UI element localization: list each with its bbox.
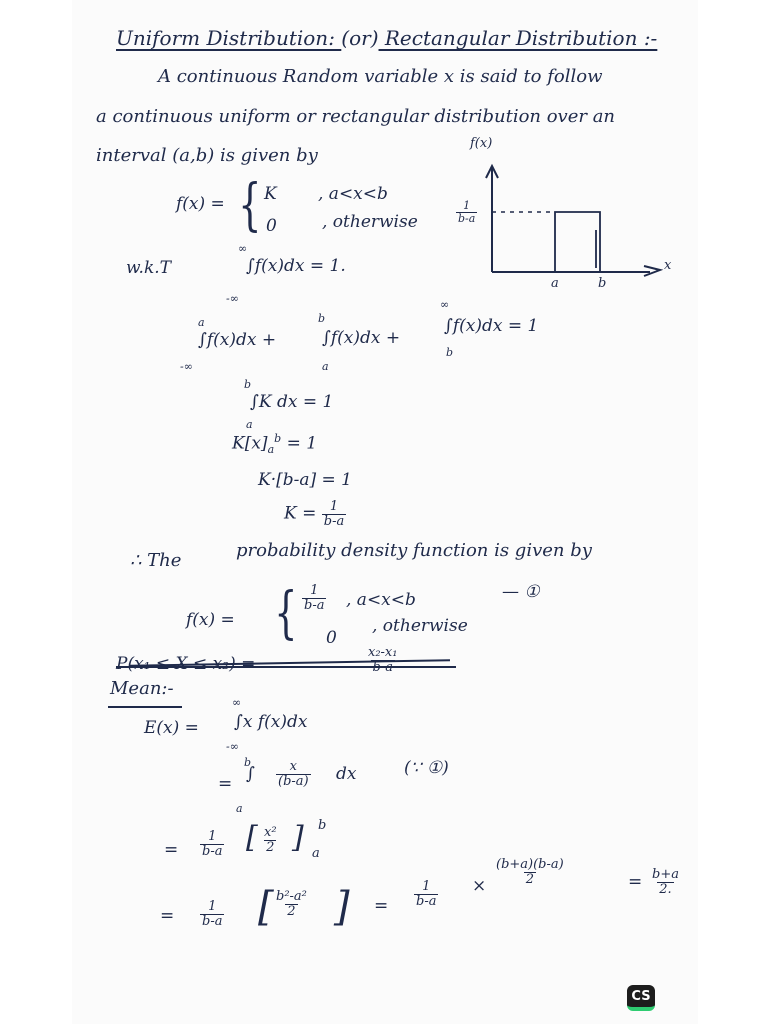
mean-l4-fraction-3: $\frac{(b+a)(b-a)}{2}$ xyxy=(496,857,564,887)
pdf-def-lhs: f(x) = xyxy=(176,194,225,214)
split-i3-upper: ∞ xyxy=(440,298,450,311)
step1-lower: a xyxy=(246,418,253,431)
page-title: Uniform Distribution: (or) Rectangular Distribution :- xyxy=(116,26,658,50)
mean-l3-fraction: $\frac{1}{b-a}$ xyxy=(202,829,223,859)
split-i2-lower: a xyxy=(322,360,329,373)
graph-y-label: f(x) xyxy=(470,136,493,151)
mean-l2-upper: b xyxy=(244,756,252,769)
mean-result-fraction: $\frac{b+a}{2.}$ xyxy=(652,867,679,897)
mean-l2-lower: a xyxy=(236,802,243,815)
step4-expr: K = $\frac{1}{b-a}$ xyxy=(284,499,345,529)
pdf-final-equation-tag: — ① xyxy=(502,582,540,602)
mean-l2-reference: (∵ ①) xyxy=(404,758,449,778)
pdf-def-case1-value: K xyxy=(264,184,277,204)
graph-a-label: a xyxy=(551,276,559,291)
mean-heading-underline xyxy=(108,706,182,708)
pdf-final-case2-value: 0 xyxy=(326,628,337,648)
pdf-def-case2-condition: , otherwise xyxy=(322,212,418,232)
struck-probability-fraction: $\frac{\text{x₂-x₁}}{b-a}$ xyxy=(368,645,398,675)
mean-l4-equals-3: = xyxy=(628,872,643,892)
mean-l3-inner-fraction: $\frac{\text{x²}}{2}$ xyxy=(264,825,277,855)
mean-l3-lower: a xyxy=(312,846,320,861)
mean-l2-fraction: $\frac{x}{(b-a)}$ xyxy=(278,759,309,789)
pdf-final-case1-value: $\frac{1}{b-a}$ xyxy=(304,583,325,613)
struck-probability-expr: P(x₁ ≤ X ≤ x₂) = xyxy=(116,654,256,674)
split-i1-lower: -∞ xyxy=(180,360,193,373)
pdf-def-case1-condition: , a<x<b xyxy=(318,184,388,204)
intro-line-1: A continuous Random variable x is said to follow xyxy=(158,66,603,87)
graph-height-label: $\frac{1}{b-a}$ xyxy=(458,199,476,225)
mean-l3-equals: = xyxy=(164,840,179,860)
mean-ex-expr: ∫x f(x)dx xyxy=(234,712,308,732)
split-i1-expr: ∫f(x)dx + xyxy=(198,330,277,350)
mean-l3-upper: b xyxy=(318,818,327,833)
mean-l4-times: × xyxy=(472,876,487,896)
step1-expr: ∫K dx = 1 xyxy=(250,392,334,412)
pdf-final-lhs: f(x) = xyxy=(186,610,235,630)
graph-x-label: x xyxy=(664,258,672,273)
step1-upper: b xyxy=(244,378,252,391)
mean-l4-fraction-2: $\frac{1}{b-a}$ xyxy=(416,879,437,909)
split-i1-upper: a xyxy=(198,316,205,329)
wkt-label: w.k.T xyxy=(126,258,171,278)
wkt-lower-limit: -∞ xyxy=(226,292,239,305)
mean-l4-bracket-open: [ xyxy=(258,884,274,930)
mean-l4-fraction: $\frac{1}{b-a}$ xyxy=(202,899,223,929)
mean-ex-lhs: E(x) = xyxy=(144,718,199,738)
mean-ex-lower: -∞ xyxy=(226,740,239,753)
mean-l2-integral: ∫ xyxy=(246,764,255,784)
pdf-final-case2-condition: , otherwise xyxy=(372,616,468,636)
wkt-upper-limit: ∞ xyxy=(238,242,248,255)
mean-l2-equals: = xyxy=(218,774,233,794)
split-i2-upper: b xyxy=(318,312,326,325)
mean-heading: Mean:- xyxy=(110,678,174,699)
split-i3-expr: ∫f(x)dx = 1 xyxy=(444,316,539,336)
therefore-text: probability density function is given by xyxy=(236,540,592,561)
mean-l4-equals-2: = xyxy=(374,896,389,916)
graph-b-label: b xyxy=(598,276,607,291)
intro-line-3: interval (a,b) is given by xyxy=(96,145,318,166)
split-i2-expr: ∫f(x)dx + xyxy=(322,328,401,348)
step3-expr: K·[b-a] = 1 xyxy=(258,470,352,490)
split-i3-lower: b xyxy=(446,346,454,359)
mean-l3-bracket-open: [ xyxy=(246,820,258,855)
wkt-expression: ∫f(x)dx = 1. xyxy=(246,256,346,276)
strike-through-line xyxy=(116,666,456,668)
mean-l4-inner-fraction: $\frac{\text{b²-a²}}{2}$ xyxy=(276,889,307,919)
title-or: (or) xyxy=(341,26,379,50)
therefore-prefix: ∴ The xyxy=(130,550,182,571)
mean-l2-dx: dx xyxy=(336,764,357,784)
pdf-final-case1-condition: , a<x<b xyxy=(346,590,416,610)
step2-expr: $K[x]_a^b = 1$ xyxy=(232,432,318,457)
pdf-def-case2-value: 0 xyxy=(266,216,277,236)
camscanner-logo: CS xyxy=(627,985,655,1011)
mean-ex-upper: ∞ xyxy=(232,696,242,709)
mean-l4-bracket-close: ] xyxy=(334,884,350,930)
pdf-def-brace: { xyxy=(238,173,262,238)
pdf-final-brace: { xyxy=(274,581,298,646)
mean-l3-bracket-close: ] xyxy=(292,820,304,855)
mean-l4-equals: = xyxy=(160,906,175,926)
intro-line-2: a continuous uniform or rectangular distribution over an xyxy=(96,106,616,127)
